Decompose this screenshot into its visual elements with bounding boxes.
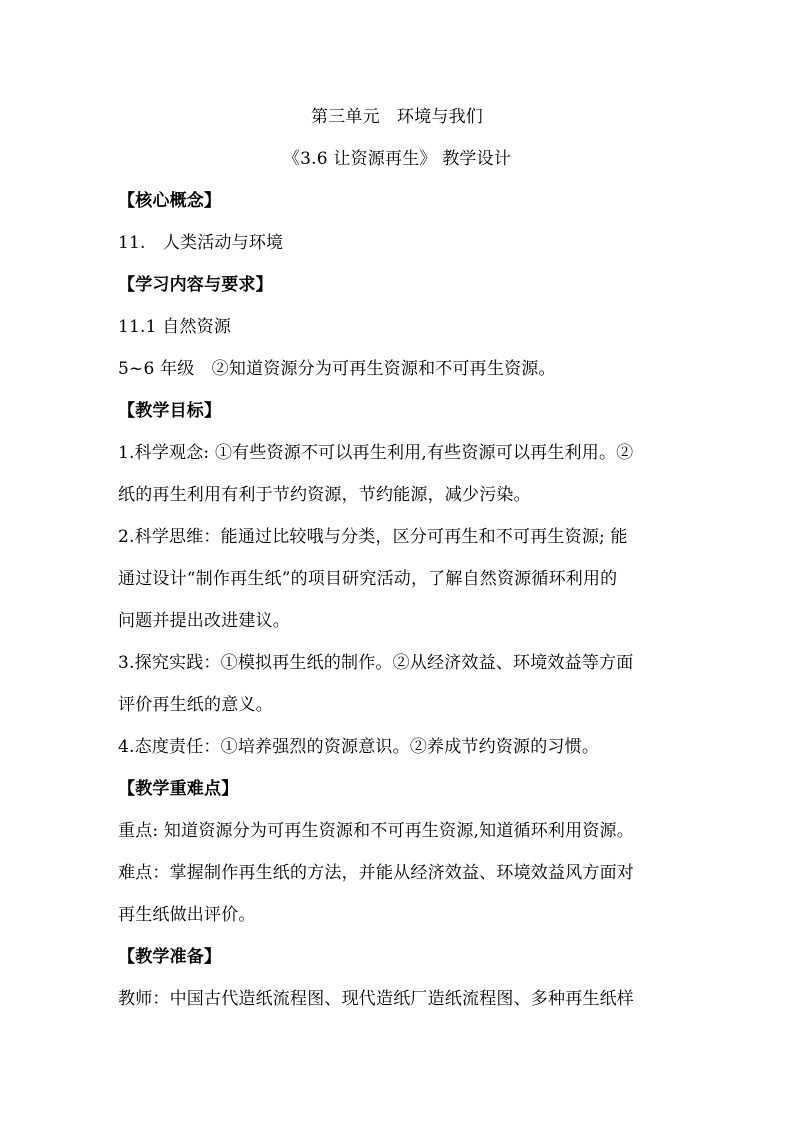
- unit-title: 第三单元 环境与我们: [311, 107, 483, 127]
- preparation-line: 教师：中国古代造纸流程图、现代造纸厂造纸流程图、多种再生纸样: [118, 989, 634, 1009]
- learning-content-heading: 【学习内容与要求】: [118, 275, 273, 295]
- key-points-line: 重点: 知道资源分为可再生资源和不可再生资源,知道循环利用资源。: [118, 821, 634, 841]
- teaching-goals-line: 4.态度责任：①培养强烈的资源意识。②养成节约资源的习惯。: [118, 737, 600, 757]
- teaching-goals-line: 评价再生纸的意义。: [118, 695, 273, 715]
- preparation-heading: 【教学准备】: [118, 947, 222, 967]
- learning-content-line: 11.1 自然资源: [118, 317, 232, 337]
- teaching-goals-line: 1.科学观念: ①有些资源不可以再生利用,有些资源可以再生利用。②: [118, 443, 634, 463]
- teaching-goals-line: 纸的再生利用有利于节约资源，节约能源，减少污染。: [118, 485, 531, 505]
- teaching-goals-line: 3.探究实践：①模拟再生纸的制作。②从经济效益、环境效益等方面: [118, 653, 634, 673]
- teaching-goals-heading: 【教学目标】: [118, 401, 222, 421]
- teaching-goals-line: 通过设计“制作再生纸”的项目研究活动，了解自然资源循环利用的: [118, 569, 618, 589]
- key-points-heading: 【教学重难点】: [118, 779, 239, 799]
- core-concept-line: 11. 人类活动与环境: [118, 233, 284, 253]
- teaching-goals-line: 问题并提出改进建议。: [118, 611, 290, 631]
- key-points-line: 难点：掌握制作再生纸的方法，并能从经济效益、环境效益风方面对: [118, 863, 634, 883]
- lesson-title: 《3.6 让资源再生》 教学设计: [282, 149, 512, 169]
- key-points-line: 再生纸做出评价。: [118, 905, 256, 925]
- core-concept-heading: 【核心概念】: [118, 191, 222, 211]
- learning-content-line: 5~6 年级 ②知道资源分为可再生资源和不可再生资源。: [118, 359, 556, 379]
- teaching-goals-line: 2.科学思维：能通过比较哦与分类，区分可再生和不可再生资源; 能: [118, 527, 628, 547]
